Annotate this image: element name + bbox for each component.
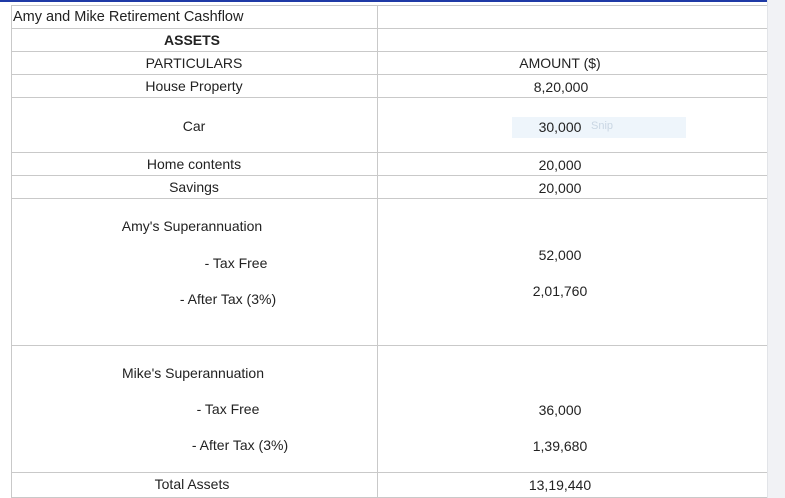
car-amount: 30,000 [538, 119, 582, 135]
assets-heading: ASSETS [163, 32, 221, 48]
scroll-gutter[interactable] [767, 0, 785, 498]
amount-header: AMOUNT ($) [519, 55, 601, 71]
amy-tax-free-amount: 52,000 [538, 247, 582, 263]
savings-label: Savings [169, 179, 219, 195]
mike-super-label: Mike's Superannuation [122, 365, 264, 381]
amy-after-tax-amount: 2,01,760 [532, 283, 588, 299]
amy-super-amount-cell[interactable] [377, 198, 772, 346]
particulars-header: PARTICULARS [145, 55, 243, 71]
mike-tax-free-amount: 36,000 [538, 402, 582, 418]
sheet-title: Amy and Mike Retirement Cashflow [13, 9, 244, 25]
assets-amount-cell[interactable] [377, 28, 772, 52]
mike-after-tax-label: - After Tax (3%) [191, 437, 289, 453]
total-assets-label: Total Assets [154, 476, 230, 492]
amy-after-tax-label: - After Tax (3%) [179, 291, 277, 307]
amy-tax-free-label: - Tax Free [204, 255, 268, 271]
car-label: Car [182, 118, 206, 134]
mike-tax-free-label: - Tax Free [196, 401, 260, 417]
amy-super-label: Amy's Superannuation [121, 218, 263, 234]
top-accent-line [0, 0, 785, 2]
title-amount-cell[interactable] [377, 5, 772, 29]
snip-label: Snip [591, 120, 614, 132]
house-property-amount: 8,20,000 [533, 79, 589, 95]
cashflow-table [11, 5, 772, 498]
mike-after-tax-amount: 1,39,680 [532, 438, 588, 454]
total-assets-amount: 13,19,440 [528, 477, 592, 493]
home-contents-label: Home contents [146, 156, 242, 172]
savings-amount: 20,000 [538, 180, 582, 196]
house-property-label: House Property [145, 78, 243, 94]
home-contents-amount: 20,000 [538, 157, 582, 173]
